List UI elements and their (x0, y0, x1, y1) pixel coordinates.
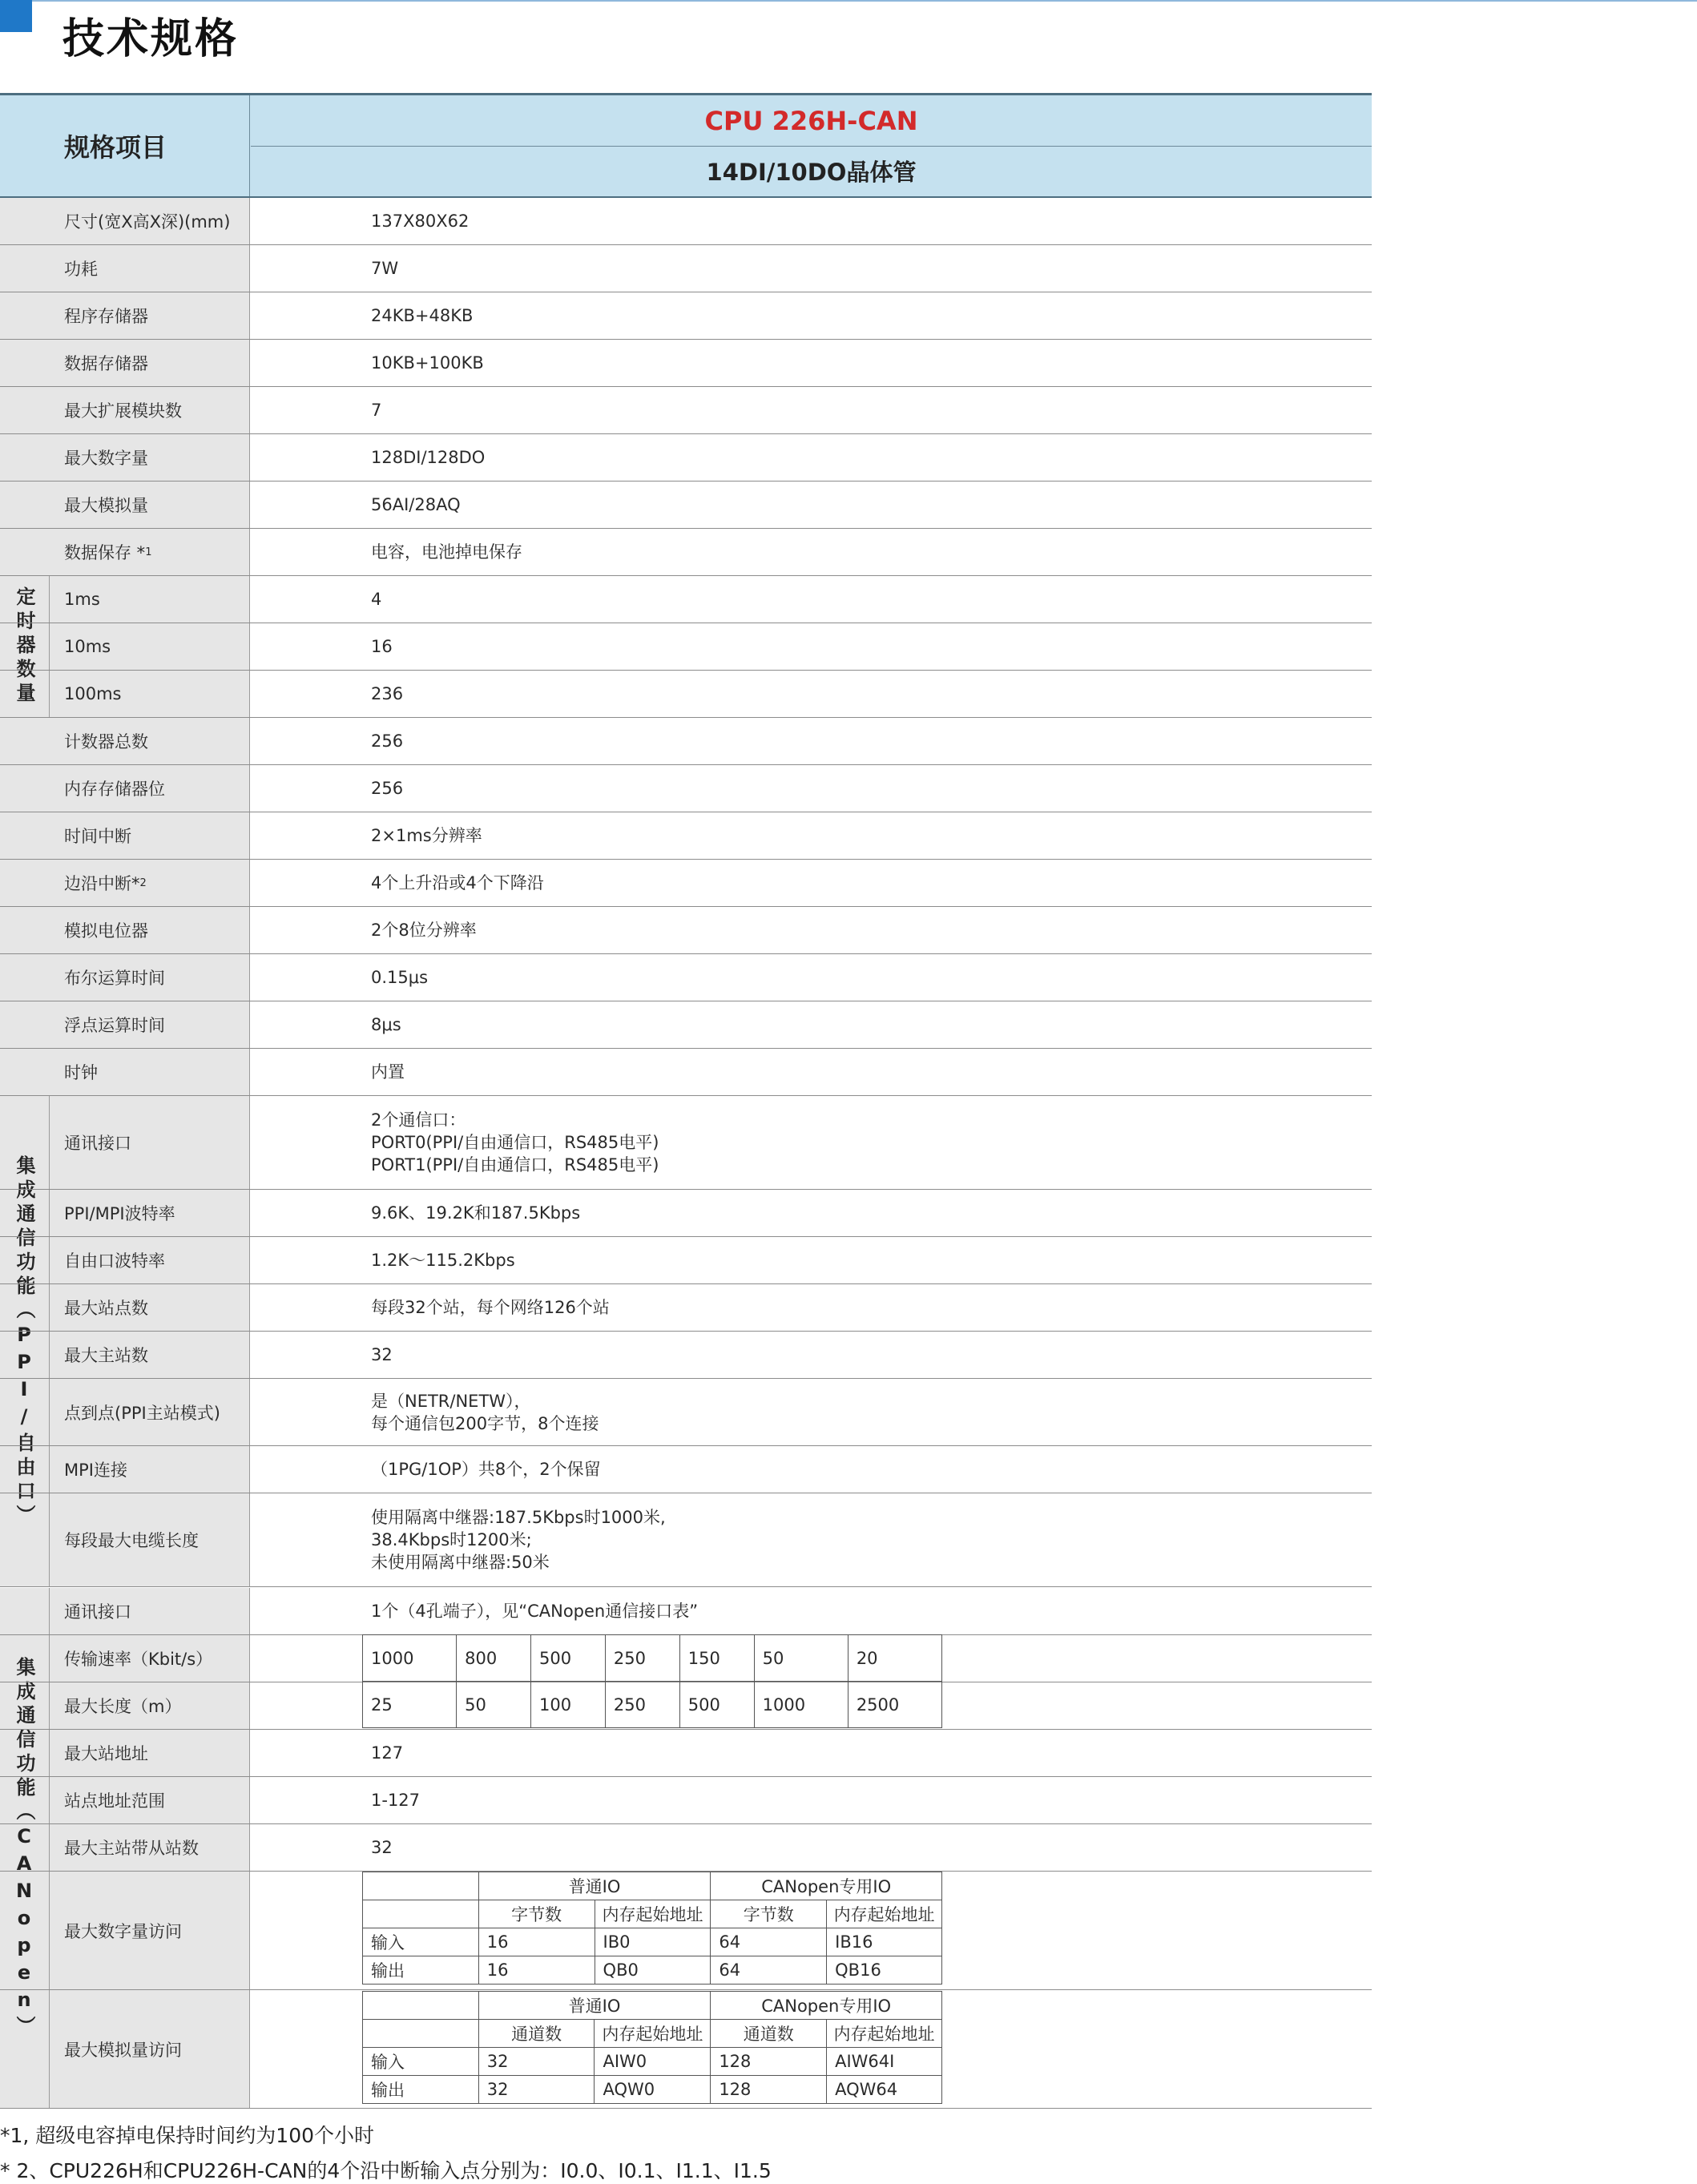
label-text: 数据保存 * (64, 543, 146, 562)
table-row (0, 340, 1372, 387)
table-row (0, 1379, 1372, 1446)
canopen-io-header: CANopen专用IO (711, 1872, 942, 1900)
row-label: 最大数字量 (0, 434, 250, 481)
row-label: 传输速率（Kbit/s） (50, 1635, 250, 1682)
cell: 64 (711, 1928, 827, 1956)
row-value: 是（NETR/NETW）， 每个通信包200字节，8个连接 (371, 1391, 599, 1433)
col-header: 内存起始地址 (595, 1900, 711, 1928)
cell: 64 (711, 1956, 827, 1985)
row-value: 1.2K～115.2Kbps (371, 1251, 515, 1270)
row-value: 56AI/28AQ (371, 495, 461, 514)
table-row (0, 1190, 1372, 1237)
section-marker (0, 0, 32, 32)
table-row (0, 860, 1372, 907)
row-header: 输入 (363, 2048, 479, 2076)
row-value: 32 (371, 1345, 393, 1364)
corner-cell (363, 1872, 479, 1900)
col-header: 通道数 (711, 2020, 827, 2048)
table-row (0, 954, 1372, 1001)
table-row (0, 1284, 1372, 1332)
cell: AQW0 (595, 2076, 711, 2104)
speed-cell: 1000 (363, 1635, 457, 1682)
row-label: 每段最大电缆长度 (50, 1493, 250, 1586)
row-label: PPI/MPI波特率 (50, 1190, 250, 1236)
row-value: 使用隔离中继器:187.5Kbps时1000米, 38.4Kbps时1200米; 未使用隔离中继器:50米 (371, 1508, 666, 1572)
table-row (0, 482, 1372, 529)
speed-cell: 150 (679, 1635, 754, 1682)
table-row (0, 812, 1372, 860)
row-label: 最大主站带从站数 (50, 1824, 250, 1871)
length-cell: 50 (457, 1682, 531, 1728)
row-label: 最大模拟量访问 (50, 1990, 250, 2108)
label-text: 边沿中断* (64, 874, 140, 893)
row-label: 100ms (50, 671, 250, 717)
row-value: 256 (371, 779, 404, 798)
table-row (0, 1096, 1372, 1190)
timer-group (0, 576, 1372, 718)
row-label: 通讯接口 (50, 1588, 250, 1634)
row-label: MPI连接 (50, 1446, 250, 1493)
table-row (0, 1493, 1372, 1587)
row-label: 通讯接口 (50, 1096, 250, 1189)
blank-cell (363, 2020, 479, 2048)
row-label: 程序存储器 (0, 292, 250, 339)
col-header: 字节数 (711, 1900, 827, 1928)
table-row (0, 1049, 1372, 1096)
row-label: 最大站点数 (50, 1284, 250, 1331)
row-value: 24KB+48KB (371, 306, 474, 325)
row-value: 每段32个站，每个网络126个站 (371, 1298, 610, 1317)
row-label: 时间中断 (0, 812, 250, 859)
header-spec-item: 规格项目 (0, 95, 250, 196)
table-row (0, 718, 1372, 765)
row-header: 输入 (363, 1928, 479, 1956)
table-row (0, 765, 1372, 812)
footnote-1: *1, 超级电容掉电保持时间约为100个小时 (0, 2124, 375, 2147)
speed-cell: 500 (531, 1635, 606, 1682)
table-row (0, 245, 1372, 292)
cell: 32 (478, 2076, 595, 2104)
row-value: 32 (371, 1838, 393, 1857)
row-label: 点到点(PPI主站模式) (50, 1379, 250, 1445)
cell: IB16 (827, 1928, 942, 1956)
row-label: 数据存储器 (0, 340, 250, 386)
row-value: 16 (371, 637, 393, 656)
row-label: 最大主站数 (50, 1332, 250, 1378)
length-cell: 1000 (754, 1682, 848, 1728)
row-label: 最大长度（m） (50, 1682, 250, 1729)
row-label (0, 860, 250, 906)
table-header (0, 93, 1372, 198)
row-value: 电容，电池掉电保存 (371, 542, 522, 562)
table-row (0, 1588, 1372, 1635)
row-value: 1个（4孔端子），见“CANopen通信接口表” (371, 1602, 699, 1621)
spec-table (0, 93, 1372, 2109)
row-value: 4 (371, 590, 382, 609)
table-row (0, 387, 1372, 434)
cell: 128 (711, 2076, 827, 2104)
cell: QB16 (827, 1956, 942, 1985)
cell: 32 (478, 2048, 595, 2076)
table-row (0, 623, 1372, 671)
row-value: 4个上升沿或4个下降沿 (371, 873, 544, 893)
table-row (0, 292, 1372, 340)
row-value: 10KB+100KB (371, 353, 484, 373)
table-body (0, 198, 1372, 2109)
row-label: 最大数字量访问 (50, 1872, 250, 1989)
cell: 16 (478, 1956, 595, 1985)
table-row (0, 576, 1372, 623)
row-label: 尺寸(宽X高X深)(mm) (0, 198, 250, 244)
length-cell: 250 (605, 1682, 679, 1728)
row-value: 256 (371, 731, 404, 751)
speed-cell: 50 (754, 1635, 848, 1682)
cell: AIW0 (595, 2048, 711, 2076)
corner-cell (363, 1992, 479, 2020)
row-label: 布尔运算时间 (0, 954, 250, 1001)
row-label: 最大扩展模块数 (0, 387, 250, 433)
row-label: 最大站地址 (50, 1730, 250, 1776)
row-label: 站点地址范围 (50, 1777, 250, 1823)
row-label: 最大模拟量 (0, 482, 250, 528)
col-header: 字节数 (478, 1900, 595, 1928)
table-row (0, 1777, 1372, 1824)
row-label: 时钟 (0, 1049, 250, 1095)
row-value: 236 (371, 684, 404, 703)
top-rule (0, 0, 1697, 2)
blank-cell (363, 1900, 479, 1928)
footnote-marker: 2 (139, 876, 147, 889)
table-row (0, 1237, 1372, 1284)
row-label: 1ms (50, 576, 250, 623)
cell: IB0 (595, 1928, 711, 1956)
row-value: 2个通信口： PORT0(PPI/自由通信口，RS485电平) PORT1(PPI/自由通信口，RS485电平) (371, 1110, 659, 1175)
footnote-2: * 2、CPU226H和CPU226H-CAN的4个沿中断输入点分别为：I0.0、I0.1、I1.1、I1.5 (0, 2159, 772, 2182)
length-cell: 100 (531, 1682, 606, 1728)
normal-io-header: 普通IO (478, 1992, 711, 2020)
row-value: 8μs (371, 1015, 401, 1034)
table-row (0, 529, 1372, 576)
group-label-timer: 定时器数量 (0, 576, 50, 717)
canopen-io-header: CANopen专用IO (711, 1992, 942, 2020)
col-header: 内存起始地址 (595, 2020, 711, 2048)
speed-cell: 800 (457, 1635, 531, 1682)
speed-cell: 20 (848, 1635, 941, 1682)
row-value: 2个8位分辨率 (371, 921, 477, 940)
table-row (0, 1001, 1372, 1049)
row-value: 9.6K、19.2K和187.5Kbps (371, 1203, 581, 1223)
table-row (0, 907, 1372, 954)
col-header: 内存起始地址 (827, 1900, 942, 1928)
table-row (0, 198, 1372, 245)
table-row (0, 1730, 1372, 1777)
row-label (0, 529, 250, 575)
row-value: （1PG/1OP）共8个，2个保留 (371, 1460, 601, 1479)
speed-cell: 250 (605, 1635, 679, 1682)
row-label: 10ms (50, 623, 250, 670)
row-label: 内存存储器位 (0, 765, 250, 812)
row-value: 2×1ms分辨率 (371, 826, 482, 845)
footnote-marker: 1 (145, 546, 152, 558)
row-label: 模拟电位器 (0, 907, 250, 953)
header-variant: 14DI/10DO晶体管 (706, 158, 917, 186)
table-row (0, 1824, 1372, 1872)
ppi-group (0, 1096, 1372, 1588)
row-value: 137X80X62 (371, 212, 470, 231)
cell: 16 (478, 1928, 595, 1956)
canopen-speed-length-table (362, 1634, 942, 1728)
table-row (0, 434, 1372, 482)
table-row (0, 671, 1372, 718)
digital-access-table (362, 1872, 942, 1985)
row-header: 输出 (363, 2076, 479, 2104)
row-value: 127 (371, 1743, 404, 1763)
length-cell: 25 (363, 1682, 457, 1728)
page-title: 技术规格 (62, 15, 240, 63)
cell: QB0 (595, 1956, 711, 1985)
col-header: 通道数 (478, 2020, 595, 2048)
table-row (0, 1446, 1372, 1493)
table-row (0, 1332, 1372, 1379)
cell: 128 (711, 2048, 827, 2076)
row-value: 0.15μs (371, 968, 429, 987)
row-label: 计数器总数 (0, 718, 250, 764)
row-value: 128DI/128DO (371, 448, 486, 467)
row-value: 7W (371, 259, 399, 278)
header-model: CPU 226H-CAN (251, 95, 1372, 147)
row-label: 功耗 (0, 245, 250, 292)
row-value: 内置 (371, 1062, 405, 1082)
analog-access-table (362, 1991, 942, 2104)
group-label-canopen: 集成通信功能（CANopen） (0, 1588, 50, 2109)
row-label: 浮点运算时间 (0, 1001, 250, 1048)
canopen-group (0, 1588, 1372, 2109)
cell: AIW64I (827, 2048, 942, 2076)
length-cell: 2500 (848, 1682, 941, 1728)
row-label: 自由口波特率 (50, 1237, 250, 1283)
group-label-ppi: 集成通信功能（PPI/自由口） (0, 1096, 50, 1587)
row-header: 输出 (363, 1956, 479, 1985)
normal-io-header: 普通IO (478, 1872, 711, 1900)
cell: AQW64 (827, 2076, 942, 2104)
row-value: 1-127 (371, 1791, 421, 1810)
row-value: 7 (371, 401, 382, 420)
col-header: 内存起始地址 (827, 2020, 942, 2048)
length-cell: 500 (679, 1682, 754, 1728)
